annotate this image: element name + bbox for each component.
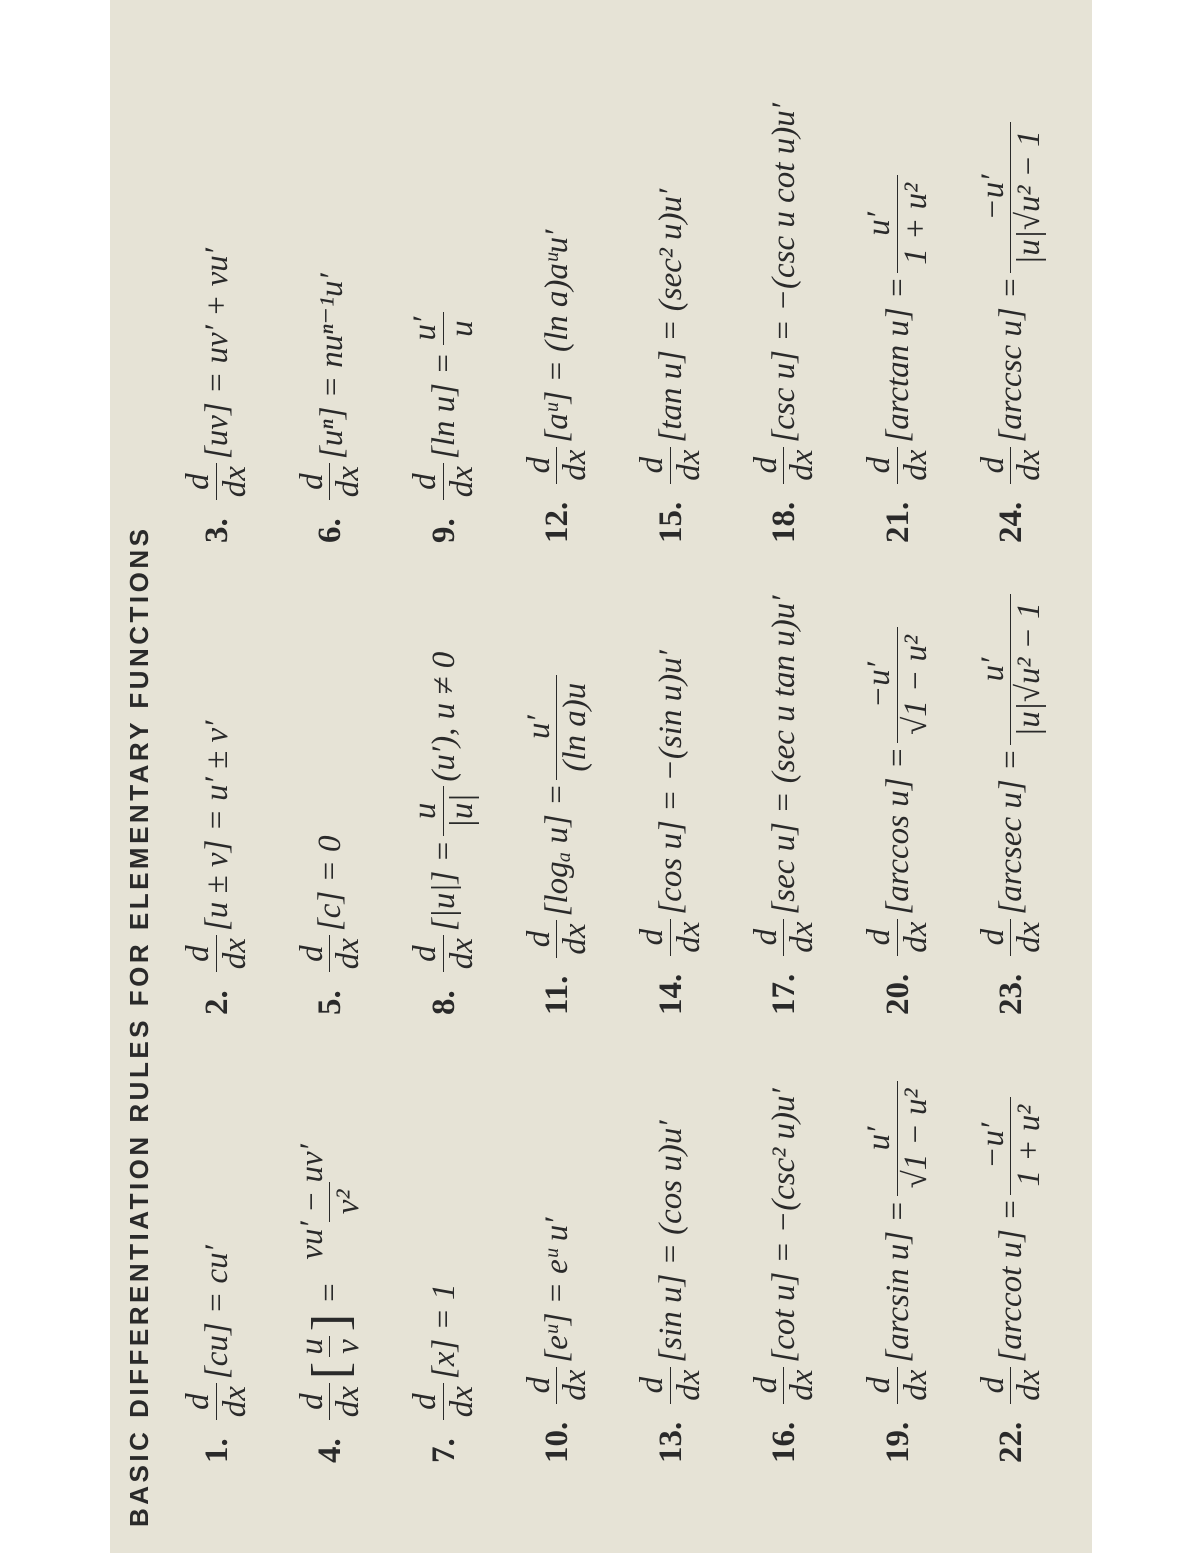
numerator: u′ [520,715,557,740]
rule-number: 12. [539,501,575,543]
derivative-operator [635,919,707,956]
denominator: dx [1010,447,1047,484]
rule-16 [740,1088,830,1463]
denominator: dx [897,447,934,484]
rule-1 [172,1245,262,1463]
derivative-operator [408,463,480,500]
derivative-operator [295,935,367,972]
denominator: dx [783,447,820,484]
rule-number: 16. [766,1421,802,1463]
result-fraction [408,309,480,349]
numerator: u′ [861,1126,898,1151]
expression: [logₐ u] = [539,783,575,917]
rule-23 [967,590,1057,1015]
rule-number: 24. [993,501,1029,543]
rule-5 [286,835,376,1015]
denominator: dx [216,463,253,500]
derivative-operator [976,447,1048,484]
rule-number: 1. [198,1438,235,1463]
derivative-operator [522,447,594,484]
rule-number: 9. [425,518,462,543]
derivative-operator [862,1367,934,1404]
rule-formula [635,189,707,488]
numerator: d [520,1376,557,1394]
denominator: dx [670,447,707,484]
rule-number: 10. [539,1421,575,1463]
rule-formula [862,171,934,488]
rule-formula [522,671,594,962]
quotient [295,1335,367,1358]
numerator: d [293,1393,330,1410]
rule-22 [967,1093,1057,1463]
denominator: dx [329,1383,366,1420]
numerator: u′ [861,212,898,236]
rule-formula [976,118,1048,487]
derivative-operator [976,919,1048,956]
derivative-operator [522,920,594,957]
expression: [eᵘ] = eᵘ u′ [539,1217,575,1363]
derivative-operator [522,1367,594,1404]
denominator: dx [443,463,480,500]
derivative-operator [635,1367,707,1404]
result-fraction [976,594,1048,744]
derivative-operator [181,935,253,972]
denominator: dx [556,447,593,484]
rule-number: 14. [652,973,689,1015]
numerator: d [747,1376,784,1394]
numerator: d [634,1376,671,1394]
denominator: dx [329,463,366,500]
rule-number: 23. [993,973,1029,1015]
rule-18 [740,103,830,543]
expression: [|u|] = [425,840,462,932]
expression: [tan u] = (sec² u)u′ [652,188,689,443]
expression: [arccsc u] = [993,276,1029,443]
denominator: dx [1010,919,1047,956]
rule-17 [740,596,830,1016]
rule-15 [626,189,716,543]
derivative-operator [295,463,367,500]
rule-number: 11. [539,975,575,1015]
rule-13 [626,1120,716,1463]
numerator: d [974,1376,1011,1394]
denominator: dx [216,935,253,972]
expression: [arcsec u] = [993,748,1029,915]
denominator: dx [329,935,366,972]
denominator: |u|√u² − 1 [1010,594,1047,744]
expression: [cu] = cu′ [198,1245,235,1380]
numerator: d [293,473,330,490]
derivative-operator [976,1367,1048,1404]
rule-formula [862,623,934,960]
denominator: 1 + u² [1010,1097,1047,1195]
derivative-operator [749,919,821,956]
result-fraction [862,175,934,273]
rule-21 [853,171,943,543]
rule-formula [749,1088,821,1407]
rule-number: 22. [993,1421,1029,1463]
denominator: v [329,1336,366,1357]
denominator: |u|√u² − 1 [1010,122,1047,272]
expression: [uv] = uv′ + vu′ [198,247,235,460]
rule-9 [399,305,489,543]
numerator: d [180,945,217,962]
denominator: dx [897,919,934,956]
rule-number: 7. [425,1438,462,1463]
rule-8 [399,652,489,1015]
bracket: ] [302,1313,359,1332]
numerator: d [407,945,444,962]
numerator: −u′ [974,1122,1011,1169]
numerator: d [520,456,557,474]
result-fraction [862,1081,934,1197]
denominator: dx [443,935,480,972]
expression: [arctan u] = [879,276,916,443]
derivative-operator [408,1383,480,1420]
numerator: d [180,473,217,490]
rule-3 [172,248,262,543]
derivative-operator [862,447,934,484]
rule-formula [635,1120,707,1407]
rule-number: 3. [198,518,235,543]
rule-formula [181,1245,253,1424]
numerator: u [293,1338,330,1355]
rule-formula [749,596,821,960]
rule-number: 18. [766,501,802,543]
derivative-operator [408,935,480,972]
rule-formula [522,230,594,488]
rule-formula [976,1093,1048,1408]
rule-formula [181,721,253,977]
rule-6 [286,273,376,543]
denominator: dx [897,1367,934,1404]
expression: [uⁿ] = nuⁿ⁻¹u′ [313,273,350,460]
numerator: d [407,1393,444,1410]
rule-formula [749,103,821,488]
numerator: d [180,1393,217,1410]
denominator: v² [329,1182,366,1223]
denominator: |u| [443,786,480,837]
expression: [arcsin u] = [879,1200,916,1363]
rules-card [110,0,1092,1553]
result-fraction [295,1136,367,1268]
rule-number: 17. [766,973,802,1015]
denominator: dx [443,1383,480,1420]
expression: [sec u] = (sec u tan u)u′ [766,595,802,915]
numerator: u′ [407,316,444,341]
rule-4 [286,1132,376,1463]
numerator: −u′ [974,174,1011,221]
denominator: √1 − u² [897,1081,934,1197]
rule-formula [976,590,1048,959]
expression: [aᵘ] = (ln a)aᵘu′ [539,229,575,443]
numerator: d [974,928,1011,946]
expression: [x] = 1 [425,1283,462,1380]
derivative-operator [749,447,821,484]
result-fraction [408,786,480,837]
rule-formula [181,248,253,504]
equals: = [312,1281,348,1304]
result-fraction [862,627,934,743]
expression: [arccot u] = [993,1198,1029,1363]
derivative-operator [749,1367,821,1404]
expression: [u ± v] = u′ ± v′ [198,720,235,932]
numerator: d [747,456,784,474]
numerator: vu′ − uv′ [293,1144,330,1260]
rule-number: 21. [879,501,916,543]
denominator: √1 − u² [897,627,934,743]
rule-formula [635,650,707,960]
derivative-operator [181,1383,253,1420]
rule-formula [295,835,367,976]
numerator: d [747,928,784,946]
derivative-operator [635,447,707,484]
numerator: d [293,945,330,962]
numerator: −u′ [861,661,898,708]
numerator: d [974,456,1011,474]
numerator: d [407,473,444,490]
rule-10 [513,1218,603,1463]
rule-number: 4. [312,1438,348,1463]
denominator: dx [670,919,707,956]
rule-11 [513,671,603,1015]
denominator: dx [783,1367,820,1404]
rule-formula [295,273,367,504]
denominator: dx [216,1383,253,1420]
expression: [ln u] = [425,352,462,460]
page-title: BASIC DIFFERENTIATION RULES FOR ELEMENTARY FUNCTIONS [124,525,154,1527]
derivative-operator [862,919,934,956]
derivative-operator [295,1383,367,1420]
numerator: d [520,930,557,948]
rule-number: 8. [425,990,462,1015]
rule-number: 6. [312,518,348,543]
expression: [cos u] = −(sin u)u′ [652,650,689,915]
denominator: u [443,312,480,345]
rule-number: 19. [879,1421,916,1463]
numerator: u [407,802,444,820]
expression: [sin u] = (cos u)u′ [652,1120,689,1363]
denominator: 1 + u² [897,175,934,273]
rule-formula [295,1132,367,1424]
rule-number: 13. [652,1421,689,1463]
expression: [c] = 0 [312,835,348,932]
rule-2 [172,721,262,1015]
expression: [arccos u] = [879,746,916,915]
rule-formula [522,1218,594,1408]
rule-number: 20. [879,973,916,1015]
numerator: d [861,928,898,946]
denominator: dx [1010,1367,1047,1404]
denominator: dx [556,1367,593,1404]
rule-number: 15. [652,501,689,543]
rule-19 [853,1077,943,1463]
rule-number: 5. [312,990,348,1015]
bracket: [ [302,1361,359,1380]
numerator: u′ [974,657,1011,682]
derivative-operator [181,463,253,500]
expression: [csc u] = −(csc u cot u)u′ [766,103,802,443]
denominator: dx [783,919,820,956]
rule-formula [408,1283,480,1424]
expression: [cot u] = −(csc² u)u′ [766,1088,802,1363]
result-fraction [976,122,1048,272]
rotated-content [110,0,1092,1553]
rule-number: 2. [198,990,235,1015]
numerator: d [861,456,898,474]
rule-24 [967,118,1057,543]
result-fraction [976,1097,1048,1195]
denominator: dx [670,1367,707,1404]
numerator: d [634,928,671,946]
rule-7 [399,1283,489,1463]
rule-12 [513,230,603,543]
expression-tail: (u′), u ≠ 0 [425,651,462,782]
denominator: dx [556,920,593,957]
denominator: (ln a)u [556,675,593,780]
numerator: d [861,1376,898,1394]
rule-formula [862,1077,934,1408]
rule-14 [626,650,716,1015]
rule-formula [408,652,480,976]
rule-formula [408,305,480,505]
numerator: d [634,456,671,474]
rule-20 [853,623,943,1015]
result-fraction [522,675,594,780]
